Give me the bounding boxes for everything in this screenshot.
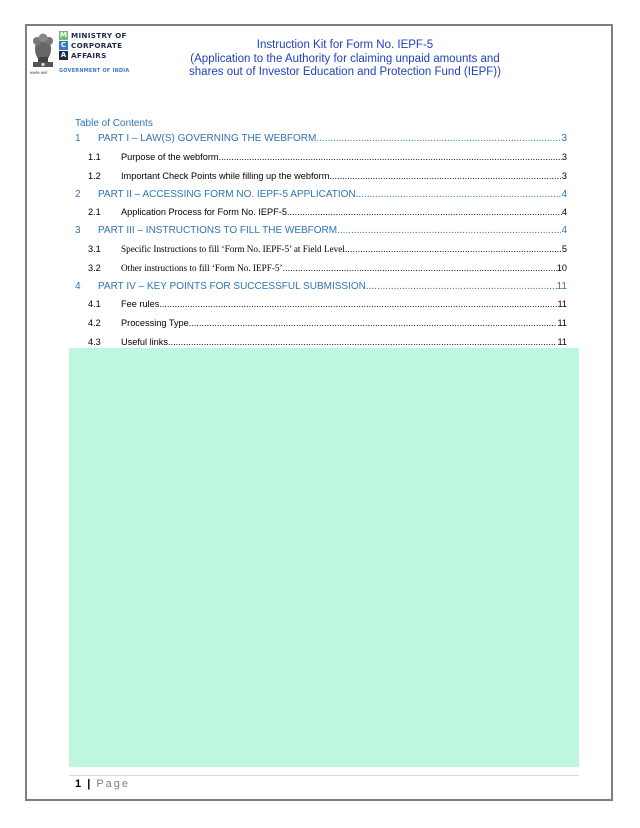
toc-entry-title: Specific Instructions to fill ‘Form No. IEPF-5’ at Field Level: [121, 243, 345, 254]
toc-entry-title: Fee rules: [121, 299, 160, 309]
title-line-2: (Application to the Authority for claiming unpaid amounts and: [190, 52, 500, 65]
toc-leader-dots: [189, 314, 558, 333]
document-title: [165, 39, 525, 80]
toc-entry-page: 5: [561, 243, 567, 254]
table-of-contents: [75, 118, 567, 352]
toc-entry-3-1[interactable]: [75, 240, 567, 259]
toc-entry-number: 1: [75, 133, 81, 144]
toc-entry-number: 4.3: [88, 337, 101, 347]
toc-leader-dots: [159, 295, 557, 314]
mca-word-corporate: CORPORATE: [71, 40, 123, 50]
toc-heading: Table of Contents: [75, 118, 153, 129]
toc-entry-title: PART I – LAW(S) GOVERNING THE WEBFORM: [98, 133, 317, 144]
toc-leader-dots: [345, 240, 562, 259]
toc-entry-2-1[interactable]: [75, 203, 567, 222]
toc-leader-dots: [356, 186, 562, 204]
toc-entry-title: Important Check Points while filling up the webform: [121, 170, 330, 181]
national-emblem-icon: [30, 29, 56, 73]
mca-letter-m: M: [60, 30, 67, 39]
toc-entry-title: PART III – INSTRUCTIONS TO FILL THE WEBFORM: [98, 225, 338, 236]
toc-entry-number: 2.1: [88, 207, 101, 217]
toc-entry-title: Purpose of the webform: [121, 151, 219, 162]
toc-entry-page: 3: [561, 170, 567, 181]
toc-entry-page: 4: [561, 188, 567, 200]
mca-logo: [30, 29, 130, 77]
toc-entry-page: 11: [556, 280, 567, 292]
toc-entry-3-2[interactable]: [75, 259, 567, 278]
mca-line-corporate: [59, 40, 127, 50]
toc-entry-page: 4: [561, 207, 567, 217]
toc-entry-part-3[interactable]: [75, 222, 567, 240]
toc-entry-number: 3.2: [88, 262, 101, 273]
mca-wordmark: [59, 30, 127, 60]
toc-entry-part-1[interactable]: [75, 130, 567, 148]
toc-leader-dots: [329, 167, 562, 186]
mca-line-ministry: [59, 30, 127, 40]
toc-entry-title: Other instructions to fill ‘Form No. IEPF-5’: [121, 262, 283, 273]
toc-entry-number: 1.1: [88, 151, 101, 162]
title-line-1: Instruction Kit for Form No. IEPF-5: [256, 39, 434, 51]
page-footer: [75, 778, 130, 790]
toc-entry-page: 3: [561, 133, 567, 144]
toc-entry-title: Useful links: [121, 337, 168, 347]
mca-word-affairs: AFFAIRS: [71, 50, 107, 60]
footer-page-number: 1: [75, 778, 82, 790]
toc-leader-dots: [337, 222, 561, 240]
government-of-india-label: GOVERNMENT OF INDIA: [59, 68, 130, 74]
toc-entry-page: 11: [557, 337, 567, 347]
toc-entry-4-2[interactable]: [75, 314, 567, 333]
toc-entry-page: 11: [557, 318, 567, 328]
highlighted-blank-area: [69, 348, 579, 767]
toc-entry-1-1[interactable]: [75, 148, 567, 167]
toc-entry-number: 1.2: [88, 170, 101, 181]
toc-entry-title: Application Process for Form No. IEPF-5: [121, 207, 287, 217]
toc-leader-dots: [219, 148, 562, 167]
title-line-3: shares out of Investor Education and Protection Fund (IEPF)): [189, 66, 501, 78]
toc-entry-part-4[interactable]: [75, 278, 567, 296]
toc-entry-title: PART IV – KEY POINTS FOR SUCCESSFUL SUBMISSION: [98, 280, 366, 292]
toc-entry-page: 10: [556, 262, 567, 273]
toc-entry-number: 2: [75, 188, 81, 200]
toc-entry-number: 4.2: [88, 318, 101, 328]
toc-leader-dots: [287, 203, 562, 222]
footer-separator: |: [87, 778, 91, 790]
toc-entry-page: 3: [561, 151, 567, 162]
mca-line-affairs: [59, 50, 127, 60]
toc-entry-number: 4: [75, 280, 81, 292]
toc-leader-dots: [316, 130, 561, 148]
footer-page-word: Page: [96, 778, 131, 790]
toc-leader-dots: [366, 278, 557, 296]
toc-entry-number: 3.1: [88, 243, 101, 254]
toc-entry-page: 11: [557, 299, 567, 309]
toc-entry-number: 3: [75, 225, 81, 236]
toc-entry-title: PART II – ACCESSING FORM NO. IEPF-5 APPLICATION: [98, 188, 356, 200]
emblem-caption: सत्यमेव जयते: [30, 71, 48, 75]
toc-entry-title: Processing Type: [121, 318, 189, 328]
toc-leader-dots: [283, 259, 557, 278]
mca-letter-c: C: [60, 40, 67, 49]
toc-entry-4-1[interactable]: [75, 295, 567, 314]
toc-entry-1-2[interactable]: [75, 167, 567, 186]
toc-entry-page: 4: [561, 225, 567, 236]
toc-entry-number: 4.1: [88, 299, 101, 309]
footer-divider: [69, 775, 579, 776]
toc-entry-part-2[interactable]: [75, 186, 567, 204]
mca-word-ministry: MINISTRY OF: [71, 30, 127, 40]
mca-letter-a: A: [60, 50, 67, 59]
